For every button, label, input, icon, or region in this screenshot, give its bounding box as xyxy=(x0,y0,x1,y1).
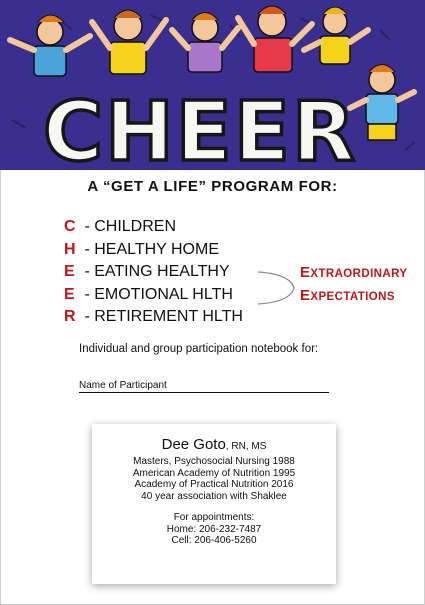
acrostic-letter: R xyxy=(64,308,76,325)
participant-label: Name of Participant xyxy=(79,380,167,391)
notebook-description: Individual and group participation notebook for: xyxy=(79,343,319,355)
credential-line: 40 year association with Shaklee xyxy=(141,490,287,502)
appointments-label: For appointments: xyxy=(173,512,255,523)
acrostic-text: - CHILDREN xyxy=(80,218,177,235)
author-name: Dee Goto xyxy=(161,436,226,453)
expectation-initial: E xyxy=(300,287,311,304)
acrostic-row xyxy=(64,306,243,329)
acrostic-text: - EMOTIONAL HLTH xyxy=(80,285,233,303)
author-credentials: , RN, MS xyxy=(225,441,267,452)
acrostic-text: - EATING HEALTHY xyxy=(80,263,230,280)
author-name-line xyxy=(92,436,336,456)
acrostic-letter: H xyxy=(64,240,76,258)
participant-name-field[interactable] xyxy=(79,380,329,393)
cheer-banner-word: CHEER xyxy=(43,85,357,170)
expectation-line xyxy=(300,285,407,308)
acrostic-row xyxy=(64,216,243,239)
acrostic-row xyxy=(64,239,243,262)
credential-line: Academy of Practical Nutrition 2016 xyxy=(134,479,294,490)
acrostic-letter: E xyxy=(64,263,75,280)
expectation-rest: XTRAORDINARY xyxy=(310,268,408,280)
expectation-line xyxy=(300,262,407,285)
spacer xyxy=(92,502,336,512)
program-title: A “GET A LIFE” PROGRAM FOR: xyxy=(87,178,338,195)
credential-line: Masters, Psychosocial Nursing 1988 xyxy=(133,456,295,467)
acrostic-letter: C xyxy=(64,218,76,235)
expectation-initial: E xyxy=(300,264,311,281)
acrostic-row xyxy=(64,261,243,284)
home-phone: Home: 206-232-7487 xyxy=(166,523,262,535)
credential-line: American Academy of Nutrition 1995 xyxy=(132,467,296,479)
expectation-rest: XPECTATIONS xyxy=(310,291,395,303)
acrostic-row xyxy=(64,284,243,307)
cell-phone: Cell: 206-406-5260 xyxy=(171,535,257,546)
cheer-acrostic-list xyxy=(64,216,243,329)
extraordinary-expectations-callout xyxy=(300,262,407,308)
cheer-banner-illustration xyxy=(0,0,425,170)
cheer-banner-svg xyxy=(0,0,425,170)
acrostic-text: - RETIREMENT HLTH xyxy=(80,308,243,325)
acrostic-text: - HEALTHY HOME xyxy=(80,240,219,258)
acrostic-letter: E xyxy=(64,285,75,303)
expectations-bracket xyxy=(256,268,300,308)
contact-card xyxy=(92,424,336,584)
